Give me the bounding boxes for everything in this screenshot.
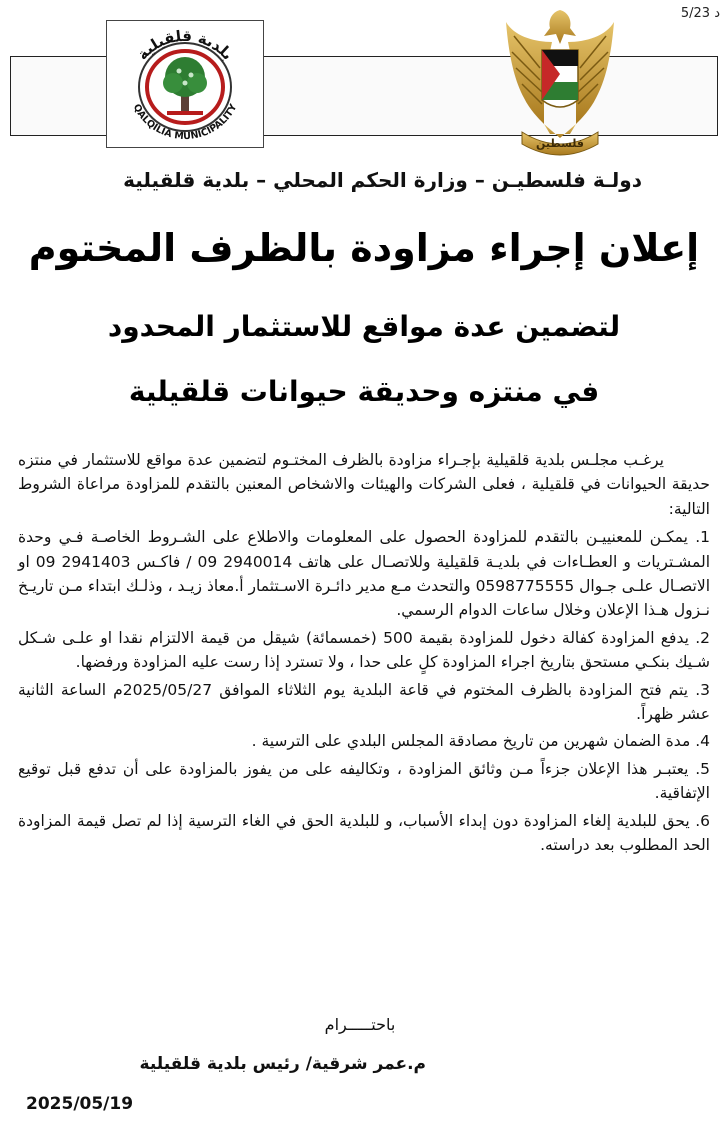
clause-number: 3. xyxy=(695,680,710,699)
clause-4 xyxy=(18,729,710,753)
clause-6 xyxy=(18,809,710,858)
palestine-emblem xyxy=(504,6,616,158)
clause-number: 4. xyxy=(695,732,710,751)
clause-text: يعتبـر هذا الإعلان جزءاً مـن وثائق المزاودة ، وتكاليفه على من يفوز بالمزاودة على أن تدفع قبل توقيع الإتفاقية. xyxy=(18,759,710,803)
clause-5 xyxy=(18,757,710,806)
clause-number: 6. xyxy=(695,811,710,830)
announcement-date: 2025/05/19 xyxy=(26,1094,134,1114)
clause-text: يتم فتح المزاودة بالظرف المختوم في قاعة البلدية يوم الثلاثاء الموافق 2025/05/27م الساعة الثانية عشر ظهراً. xyxy=(18,680,710,724)
clause-text: مدة الضمان شهرين من تاريخ مصادقة المجلس البلدي على الترسية . xyxy=(251,732,691,751)
municipality-logo xyxy=(106,20,264,148)
logo-english-text: QALQILIA MUNICIPALITY xyxy=(130,102,240,143)
clause-number: 5. xyxy=(695,759,710,778)
logo-arabic-text: بلدية قلقيلية xyxy=(133,26,237,64)
announcement-subtitle-2: في منتزه وحديقة حيوانات قلقيلية xyxy=(128,375,600,408)
eagle-emblem-icon xyxy=(504,6,616,158)
clause-number: 2. xyxy=(695,628,711,647)
closing-regards: باحتـــــرام xyxy=(324,1015,396,1034)
signature-line: م.عمر شرقية/ رئيس بلدية قلقيلية xyxy=(139,1054,426,1074)
clause-text: يحق للبلدية إلغاء المزاودة دون إبداء الأسباب، و للبلدية الحق في الغاء الترسية إذا لم تصل قيمة المزاودة الحد المطلوب بعد دراسته. xyxy=(18,811,710,855)
announcement-title: إعلان إجراء مزاودة بالظرف المختوم xyxy=(28,226,700,270)
clause-2 xyxy=(18,626,710,675)
clause-number: 1. xyxy=(695,528,710,547)
municipality-logo-icon xyxy=(107,21,263,147)
clause-text: يدفع المزاودة كفالة دخول للمزاودة بقيمة 500 (خمسمائة) شيقل من قيمة الالتزام نقدا او علـى شـكل شـيك بنكـي مستحق بتاريخ اجراء المزاودة كلٍ على حدا ، ولا تسترد إذا رست عليه المزاودة ورفضها. xyxy=(18,628,710,672)
ministry-line: دولـة فلسطيـن – وزارة الحكم المحلي – بلدية قلقيلية xyxy=(123,168,642,192)
emblem-caption: فلسطين xyxy=(536,137,584,150)
clause-3 xyxy=(18,678,710,727)
intro-paragraph: يرغـب مجلـس بلدية قلقيلية بإجـراء مزاودة بالظرف المختـوم لتضمين عدة مواقع للاستثمار في منتزه حديقة الحيوانات في قلقيلية ، فعلى الشركات والهيئات والاشخاص المعنين بالتقدم للمزاودة مراعاة الشروط التالية: xyxy=(18,451,710,518)
clause-text: يمكـن للمعنييـن بالتقدم للمزاودة الحصول على المعلومات والاطلاع على الشـروط الخاصـة فـي وحدة المشـتريات و العطـاءات في بلديـة قلقيلية وللاتصـال على هاتف 2940014 09 / فاكـس 2941403 09 او الاتصـال علـى جـوال 0598775555 والتحدث مـع مدير دائـرة الاسـتثمار أ.معاذ زيـد ، وذلـك ابتداء مـن تاريـخ نـزول هـذا الإعلان وخلال ساعات الدوام الرسمي. xyxy=(18,528,711,620)
announcement-body xyxy=(18,448,710,861)
announcement-subtitle-1: لتضمين عدة مواقع للاستثمار المحدود xyxy=(107,310,621,343)
page-reference: 5/23 د xyxy=(680,6,720,21)
clause-1 xyxy=(18,525,710,623)
